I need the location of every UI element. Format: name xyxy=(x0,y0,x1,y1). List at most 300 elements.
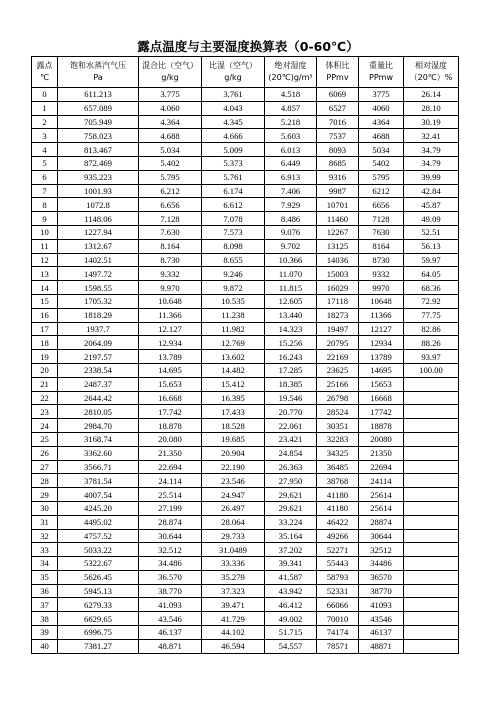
cell-dew-point: 35 xyxy=(32,570,58,584)
cell-relative-humidity: 77.75 xyxy=(404,308,459,322)
cell-relative-humidity xyxy=(404,570,459,584)
table-row xyxy=(32,377,459,391)
cell-specific-humidity: 9.872 xyxy=(202,281,265,295)
cell-dew-point: 29 xyxy=(32,488,58,502)
cell-mixing-ratio: 5.795 xyxy=(139,170,202,184)
cell-absolute-humidity: 19.546 xyxy=(265,391,317,405)
cell-specific-humidity: 5.373 xyxy=(202,156,265,170)
cell-dew-point: 24 xyxy=(32,419,58,433)
cell-mixing-ratio: 7.630 xyxy=(139,225,202,239)
table-row xyxy=(32,239,459,253)
cell-saturation-pressure: 2487.37 xyxy=(58,377,139,391)
table-row xyxy=(32,115,459,129)
cell-relative-humidity xyxy=(404,639,459,653)
cell-mixing-ratio: 30.644 xyxy=(139,529,202,543)
cell-mixing-ratio: 46.137 xyxy=(139,626,202,640)
cell-dew-point: 0 xyxy=(32,88,58,102)
cell-specific-humidity: 3.761 xyxy=(202,88,265,102)
cell-dew-point: 37 xyxy=(32,598,58,612)
cell-mixing-ratio: 20.080 xyxy=(139,432,202,446)
cell-relative-humidity: 82.86 xyxy=(404,322,459,336)
cell-weight-ratio: 9332 xyxy=(359,267,404,281)
cell-absolute-humidity: 12.605 xyxy=(265,294,317,308)
cell-saturation-pressure: 7381.27 xyxy=(58,639,139,653)
cell-dew-point: 4 xyxy=(32,143,58,157)
cell-weight-ratio: 5402 xyxy=(359,156,404,170)
cell-dew-point: 25 xyxy=(32,432,58,446)
cell-weight-ratio: 38770 xyxy=(359,584,404,598)
cell-volume-ratio: 12267 xyxy=(317,225,359,239)
page-title: 露点温度与主要湿度换算表（0-60℃） xyxy=(137,39,359,54)
cell-relative-humidity: 42.84 xyxy=(404,184,459,198)
cell-volume-ratio: 8093 xyxy=(317,143,359,157)
table-row xyxy=(32,446,459,460)
cell-dew-point: 38 xyxy=(32,612,58,626)
cell-absolute-humidity: 15.256 xyxy=(265,336,317,350)
cell-weight-ratio: 17742 xyxy=(359,405,404,419)
cell-saturation-pressure: 2644.42 xyxy=(58,391,139,405)
cell-saturation-pressure: 1937.7 xyxy=(58,322,139,336)
cell-saturation-pressure: 3781.54 xyxy=(58,474,139,488)
cell-dew-point: 11 xyxy=(32,239,58,253)
cell-dew-point: 12 xyxy=(32,253,58,267)
cell-mixing-ratio: 36.570 xyxy=(139,570,202,584)
table-row xyxy=(32,336,459,350)
cell-weight-ratio: 34486 xyxy=(359,557,404,571)
cell-saturation-pressure: 611.213 xyxy=(58,88,139,102)
cell-absolute-humidity: 9.076 xyxy=(265,225,317,239)
table-row xyxy=(32,198,459,212)
cell-absolute-humidity: 10.366 xyxy=(265,253,317,267)
cell-mixing-ratio: 9.332 xyxy=(139,267,202,281)
cell-specific-humidity: 7.573 xyxy=(202,225,265,239)
cell-specific-humidity: 10.535 xyxy=(202,294,265,308)
cell-relative-humidity: 68.36 xyxy=(404,281,459,295)
cell-weight-ratio: 4688 xyxy=(359,129,404,143)
cell-weight-ratio: 3775 xyxy=(359,88,404,102)
cell-saturation-pressure: 1227.94 xyxy=(58,225,139,239)
table-header-row xyxy=(32,57,459,88)
cell-relative-humidity xyxy=(404,626,459,640)
cell-weight-ratio: 25614 xyxy=(359,501,404,515)
cell-dew-point: 3 xyxy=(32,129,58,143)
cell-relative-humidity xyxy=(404,557,459,571)
cell-weight-ratio: 43546 xyxy=(359,612,404,626)
cell-saturation-pressure: 872.469 xyxy=(58,156,139,170)
table-row xyxy=(32,432,459,446)
cell-absolute-humidity: 49.002 xyxy=(265,612,317,626)
cell-absolute-humidity: 4.518 xyxy=(265,88,317,102)
cell-absolute-humidity: 6.013 xyxy=(265,143,317,157)
cell-volume-ratio: 8685 xyxy=(317,156,359,170)
cell-dew-point: 36 xyxy=(32,584,58,598)
cell-saturation-pressure: 705.949 xyxy=(58,115,139,129)
cell-absolute-humidity: 29.621 xyxy=(265,501,317,515)
cell-saturation-pressure: 6629.65 xyxy=(58,612,139,626)
cell-saturation-pressure: 1072.8 xyxy=(58,198,139,212)
cell-absolute-humidity: 4.857 xyxy=(265,101,317,115)
cell-saturation-pressure: 3566.71 xyxy=(58,460,139,474)
cell-dew-point: 26 xyxy=(32,446,58,460)
table-row xyxy=(32,639,459,653)
cell-absolute-humidity: 35.164 xyxy=(265,529,317,543)
cell-saturation-pressure: 813.467 xyxy=(58,143,139,157)
cell-absolute-humidity: 5.218 xyxy=(265,115,317,129)
table-row xyxy=(32,557,459,571)
table-row xyxy=(32,612,459,626)
cell-weight-ratio: 36570 xyxy=(359,570,404,584)
cell-volume-ratio: 14036 xyxy=(317,253,359,267)
cell-weight-ratio: 6656 xyxy=(359,198,404,212)
cell-saturation-pressure: 1148.06 xyxy=(58,212,139,226)
cell-absolute-humidity: 22.061 xyxy=(265,419,317,433)
cell-relative-humidity: 28.10 xyxy=(404,101,459,115)
cell-dew-point: 10 xyxy=(32,225,58,239)
cell-relative-humidity: 72.92 xyxy=(404,294,459,308)
cell-weight-ratio: 22694 xyxy=(359,460,404,474)
cell-relative-humidity xyxy=(404,584,459,598)
cell-absolute-humidity: 6.449 xyxy=(265,156,317,170)
cell-saturation-pressure: 1705.32 xyxy=(58,294,139,308)
cell-specific-humidity: 29.733 xyxy=(202,529,265,543)
cell-absolute-humidity: 46.412 xyxy=(265,598,317,612)
cell-volume-ratio: 6527 xyxy=(317,101,359,115)
table-row xyxy=(32,598,459,612)
cell-specific-humidity: 26.497 xyxy=(202,501,265,515)
cell-relative-humidity xyxy=(404,501,459,515)
cell-dew-point: 18 xyxy=(32,336,58,350)
cell-mixing-ratio: 14.695 xyxy=(139,363,202,377)
cell-relative-humidity xyxy=(404,515,459,529)
cell-mixing-ratio: 15.653 xyxy=(139,377,202,391)
cell-saturation-pressure: 4007.54 xyxy=(58,488,139,502)
cell-absolute-humidity: 5.603 xyxy=(265,129,317,143)
cell-absolute-humidity: 11.070 xyxy=(265,267,317,281)
cell-dew-point: 20 xyxy=(32,363,58,377)
cell-relative-humidity xyxy=(404,419,459,433)
table-row xyxy=(32,350,459,364)
cell-weight-ratio: 20080 xyxy=(359,432,404,446)
cell-absolute-humidity: 8.486 xyxy=(265,212,317,226)
cell-specific-humidity: 31.0489 xyxy=(202,543,265,557)
cell-absolute-humidity: 26.363 xyxy=(265,460,317,474)
cell-saturation-pressure: 4245.20 xyxy=(58,501,139,515)
cell-saturation-pressure: 2064.09 xyxy=(58,336,139,350)
cell-absolute-humidity: 20.770 xyxy=(265,405,317,419)
cell-dew-point: 1 xyxy=(32,101,58,115)
table-row xyxy=(32,363,459,377)
cell-volume-ratio: 7537 xyxy=(317,129,359,143)
table-row xyxy=(32,156,459,170)
cell-relative-humidity: 26.14 xyxy=(404,88,459,102)
cell-relative-humidity: 34.79 xyxy=(404,143,459,157)
cell-specific-humidity: 4.043 xyxy=(202,101,265,115)
cell-specific-humidity: 8.655 xyxy=(202,253,265,267)
table-row xyxy=(32,212,459,226)
table-row xyxy=(32,322,459,336)
cell-volume-ratio: 9987 xyxy=(317,184,359,198)
header-dew-point: 露点 ℃ xyxy=(32,57,58,88)
cell-mixing-ratio: 4.688 xyxy=(139,129,202,143)
header-absolute-humidity: 绝对湿度 (20℃)g/m³ xyxy=(265,57,317,88)
cell-specific-humidity: 12.769 xyxy=(202,336,265,350)
cell-volume-ratio: 74174 xyxy=(317,626,359,640)
cell-weight-ratio: 5795 xyxy=(359,170,404,184)
cell-volume-ratio: 7016 xyxy=(317,115,359,129)
cell-saturation-pressure: 4757.52 xyxy=(58,529,139,543)
cell-weight-ratio: 21350 xyxy=(359,446,404,460)
cell-weight-ratio: 15653 xyxy=(359,377,404,391)
cell-specific-humidity: 44.102 xyxy=(202,626,265,640)
cell-absolute-humidity: 17.285 xyxy=(265,363,317,377)
cell-dew-point: 15 xyxy=(32,294,58,308)
cell-specific-humidity: 13.602 xyxy=(202,350,265,364)
cell-dew-point: 21 xyxy=(32,377,58,391)
cell-weight-ratio: 24114 xyxy=(359,474,404,488)
cell-relative-humidity: 49.09 xyxy=(404,212,459,226)
cell-mixing-ratio: 4.364 xyxy=(139,115,202,129)
cell-absolute-humidity: 7.406 xyxy=(265,184,317,198)
table-row xyxy=(32,584,459,598)
table-row xyxy=(32,419,459,433)
cell-saturation-pressure: 2984.70 xyxy=(58,419,139,433)
cell-saturation-pressure: 758.023 xyxy=(58,129,139,143)
cell-volume-ratio: 46422 xyxy=(317,515,359,529)
table-row xyxy=(32,129,459,143)
cell-dew-point: 30 xyxy=(32,501,58,515)
cell-specific-humidity: 23.546 xyxy=(202,474,265,488)
cell-weight-ratio: 13789 xyxy=(359,350,404,364)
cell-relative-humidity xyxy=(404,446,459,460)
cell-relative-humidity xyxy=(404,543,459,557)
table-row xyxy=(32,488,459,502)
cell-saturation-pressure: 2810.05 xyxy=(58,405,139,419)
cell-specific-humidity: 24.947 xyxy=(202,488,265,502)
cell-weight-ratio: 12127 xyxy=(359,322,404,336)
cell-volume-ratio: 70010 xyxy=(317,612,359,626)
cell-saturation-pressure: 1402.51 xyxy=(58,253,139,267)
cell-mixing-ratio: 7.128 xyxy=(139,212,202,226)
cell-specific-humidity: 8.098 xyxy=(202,239,265,253)
cell-volume-ratio: 36485 xyxy=(317,460,359,474)
cell-volume-ratio: 78571 xyxy=(317,639,359,653)
cell-weight-ratio: 16668 xyxy=(359,391,404,405)
dew-point-conversion-table xyxy=(31,56,459,654)
cell-relative-humidity xyxy=(404,432,459,446)
cell-mixing-ratio: 17.742 xyxy=(139,405,202,419)
cell-specific-humidity: 41.729 xyxy=(202,612,265,626)
cell-dew-point: 33 xyxy=(32,543,58,557)
cell-specific-humidity: 17.433 xyxy=(202,405,265,419)
cell-saturation-pressure: 935.223 xyxy=(58,170,139,184)
cell-dew-point: 22 xyxy=(32,391,58,405)
cell-specific-humidity: 6.612 xyxy=(202,198,265,212)
cell-absolute-humidity: 51.715 xyxy=(265,626,317,640)
table-row xyxy=(32,267,459,281)
header-mixing-ratio: 混合比（空气） g/kg xyxy=(139,57,202,88)
cell-weight-ratio: 46137 xyxy=(359,626,404,640)
cell-weight-ratio: 7128 xyxy=(359,212,404,226)
cell-dew-point: 40 xyxy=(32,639,58,653)
cell-volume-ratio: 49266 xyxy=(317,529,359,543)
cell-weight-ratio: 8730 xyxy=(359,253,404,267)
cell-volume-ratio: 52271 xyxy=(317,543,359,557)
cell-absolute-humidity: 7.929 xyxy=(265,198,317,212)
cell-weight-ratio: 9970 xyxy=(359,281,404,295)
cell-specific-humidity: 35.279 xyxy=(202,570,265,584)
cell-mixing-ratio: 21.350 xyxy=(139,446,202,460)
cell-specific-humidity: 5.761 xyxy=(202,170,265,184)
table-row xyxy=(32,529,459,543)
cell-dew-point: 31 xyxy=(32,515,58,529)
cell-mixing-ratio: 48.871 xyxy=(139,639,202,653)
cell-specific-humidity: 9.246 xyxy=(202,267,265,281)
cell-specific-humidity: 5.009 xyxy=(202,143,265,157)
table-row xyxy=(32,143,459,157)
cell-relative-humidity xyxy=(404,488,459,502)
cell-mixing-ratio: 5.402 xyxy=(139,156,202,170)
cell-mixing-ratio: 34.486 xyxy=(139,557,202,571)
cell-relative-humidity: 32.41 xyxy=(404,129,459,143)
cell-relative-humidity: 93.97 xyxy=(404,350,459,364)
cell-saturation-pressure: 4495.02 xyxy=(58,515,139,529)
cell-absolute-humidity: 16.243 xyxy=(265,350,317,364)
cell-mixing-ratio: 18.878 xyxy=(139,419,202,433)
cell-volume-ratio: 10701 xyxy=(317,198,359,212)
table-row xyxy=(32,391,459,405)
cell-relative-humidity xyxy=(404,460,459,474)
table-row xyxy=(32,170,459,184)
table-row xyxy=(32,626,459,640)
cell-dew-point: 34 xyxy=(32,557,58,571)
cell-volume-ratio: 23625 xyxy=(317,363,359,377)
cell-volume-ratio: 32283 xyxy=(317,432,359,446)
cell-volume-ratio: 38768 xyxy=(317,474,359,488)
cell-volume-ratio: 41180 xyxy=(317,488,359,502)
cell-dew-point: 19 xyxy=(32,350,58,364)
cell-relative-humidity: 45.87 xyxy=(404,198,459,212)
cell-mixing-ratio: 5.034 xyxy=(139,143,202,157)
header-relative-humidity: 相对湿度 （20℃）% xyxy=(404,57,459,88)
cell-dew-point: 13 xyxy=(32,267,58,281)
table-row xyxy=(32,460,459,474)
cell-specific-humidity: 37.323 xyxy=(202,584,265,598)
table-row xyxy=(32,101,459,115)
cell-dew-point: 16 xyxy=(32,308,58,322)
cell-volume-ratio: 22169 xyxy=(317,350,359,364)
cell-dew-point: 32 xyxy=(32,529,58,543)
cell-relative-humidity xyxy=(404,405,459,419)
cell-saturation-pressure: 657.089 xyxy=(58,101,139,115)
cell-dew-point: 14 xyxy=(32,281,58,295)
cell-saturation-pressure: 5626.45 xyxy=(58,570,139,584)
table-row xyxy=(32,253,459,267)
cell-mixing-ratio: 3.775 xyxy=(139,88,202,102)
cell-saturation-pressure: 6279.33 xyxy=(58,598,139,612)
cell-mixing-ratio: 10.648 xyxy=(139,294,202,308)
cell-weight-ratio: 4364 xyxy=(359,115,404,129)
cell-absolute-humidity: 14.323 xyxy=(265,322,317,336)
cell-specific-humidity: 28.064 xyxy=(202,515,265,529)
cell-dew-point: 27 xyxy=(32,460,58,474)
cell-volume-ratio: 15003 xyxy=(317,267,359,281)
cell-specific-humidity: 18.528 xyxy=(202,419,265,433)
cell-mixing-ratio: 41.093 xyxy=(139,598,202,612)
cell-volume-ratio: 26798 xyxy=(317,391,359,405)
table-row xyxy=(32,88,459,102)
cell-volume-ratio: 28524 xyxy=(317,405,359,419)
cell-weight-ratio: 30644 xyxy=(359,529,404,543)
cell-weight-ratio: 14695 xyxy=(359,363,404,377)
cell-specific-humidity: 19.685 xyxy=(202,432,265,446)
cell-volume-ratio: 18273 xyxy=(317,308,359,322)
cell-specific-humidity: 46.594 xyxy=(202,639,265,653)
cell-mixing-ratio: 24.114 xyxy=(139,474,202,488)
cell-specific-humidity: 20.904 xyxy=(202,446,265,460)
cell-weight-ratio: 5034 xyxy=(359,143,404,157)
cell-relative-humidity: 56.13 xyxy=(404,239,459,253)
cell-volume-ratio: 25166 xyxy=(317,377,359,391)
cell-mixing-ratio: 6.656 xyxy=(139,198,202,212)
cell-saturation-pressure: 5945.13 xyxy=(58,584,139,598)
cell-absolute-humidity: 9.702 xyxy=(265,239,317,253)
cell-volume-ratio: 52331 xyxy=(317,584,359,598)
cell-weight-ratio: 6212 xyxy=(359,184,404,198)
cell-volume-ratio: 13125 xyxy=(317,239,359,253)
cell-saturation-pressure: 3168.74 xyxy=(58,432,139,446)
table-row xyxy=(32,405,459,419)
cell-weight-ratio: 4060 xyxy=(359,101,404,115)
cell-relative-humidity xyxy=(404,474,459,488)
cell-dew-point: 23 xyxy=(32,405,58,419)
cell-absolute-humidity: 54.557 xyxy=(265,639,317,653)
cell-relative-humidity: 39.99 xyxy=(404,170,459,184)
cell-volume-ratio: 66066 xyxy=(317,598,359,612)
cell-dew-point: 7 xyxy=(32,184,58,198)
cell-dew-point: 8 xyxy=(32,198,58,212)
cell-saturation-pressure: 2338.54 xyxy=(58,363,139,377)
cell-specific-humidity: 39.471 xyxy=(202,598,265,612)
cell-weight-ratio: 41093 xyxy=(359,598,404,612)
table-row xyxy=(32,184,459,198)
cell-specific-humidity: 6.174 xyxy=(202,184,265,198)
table-body xyxy=(32,88,459,654)
cell-saturation-pressure: 2197.57 xyxy=(58,350,139,364)
cell-weight-ratio: 8164 xyxy=(359,239,404,253)
cell-mixing-ratio: 22.694 xyxy=(139,460,202,474)
header-weight-ratio: 重量比 PPmw xyxy=(359,57,404,88)
cell-weight-ratio: 11366 xyxy=(359,308,404,322)
cell-absolute-humidity: 6.913 xyxy=(265,170,317,184)
cell-mixing-ratio: 16.668 xyxy=(139,391,202,405)
cell-mixing-ratio: 43.546 xyxy=(139,612,202,626)
cell-specific-humidity: 4.666 xyxy=(202,129,265,143)
cell-volume-ratio: 19497 xyxy=(317,322,359,336)
cell-specific-humidity: 33.336 xyxy=(202,557,265,571)
cell-specific-humidity: 11.982 xyxy=(202,322,265,336)
table-row xyxy=(32,474,459,488)
cell-volume-ratio: 20795 xyxy=(317,336,359,350)
cell-volume-ratio: 16029 xyxy=(317,281,359,295)
cell-weight-ratio: 25614 xyxy=(359,488,404,502)
cell-weight-ratio: 7630 xyxy=(359,225,404,239)
cell-volume-ratio: 34325 xyxy=(317,446,359,460)
cell-mixing-ratio: 8.164 xyxy=(139,239,202,253)
table-row xyxy=(32,225,459,239)
cell-saturation-pressure: 1598.55 xyxy=(58,281,139,295)
cell-dew-point: 28 xyxy=(32,474,58,488)
cell-mixing-ratio: 13.789 xyxy=(139,350,202,364)
